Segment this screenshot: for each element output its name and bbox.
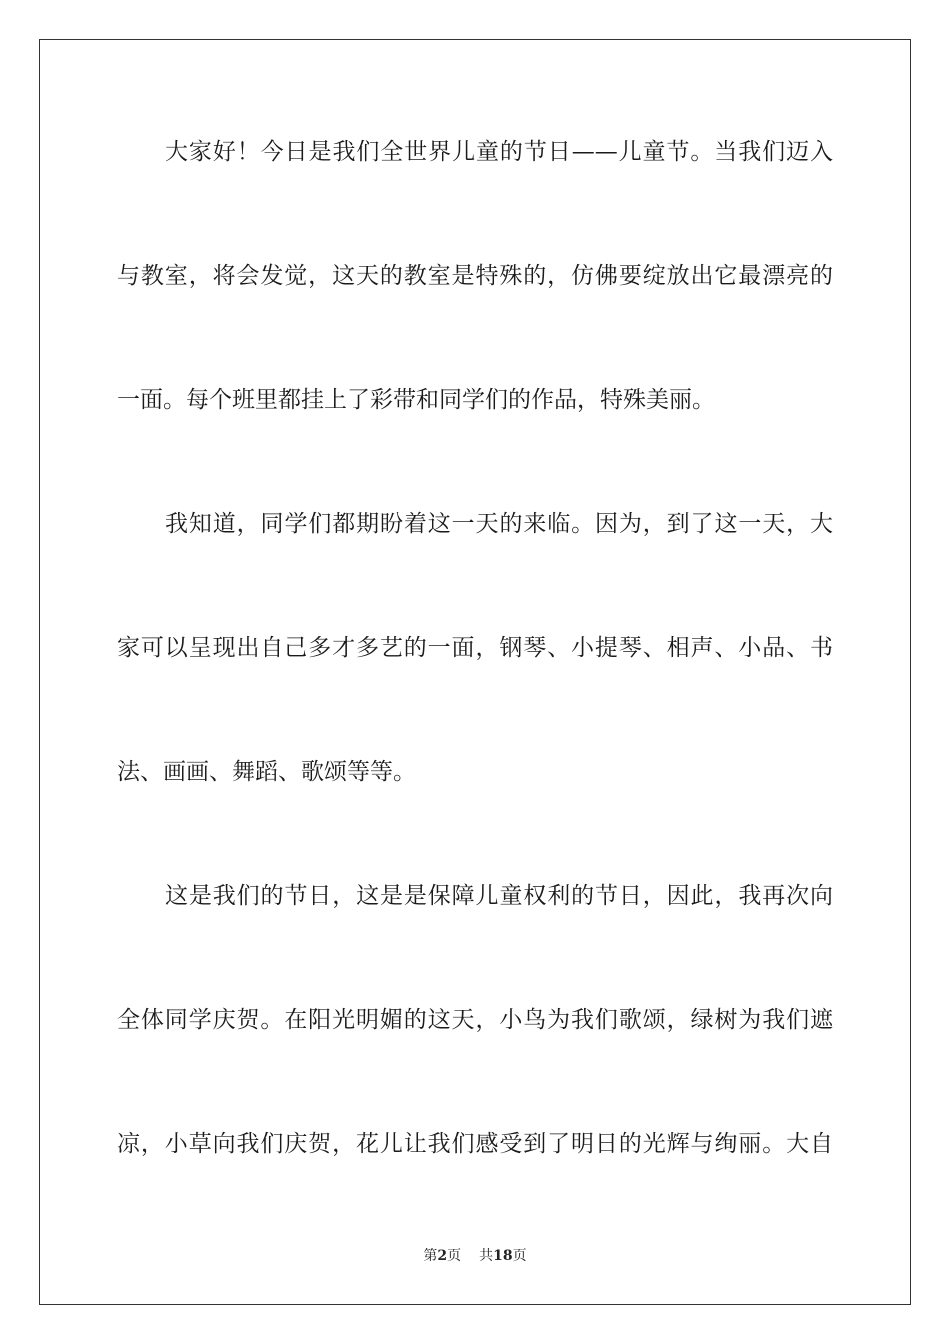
total-prefix: 共 bbox=[479, 1248, 494, 1264]
paragraph-2-line-3: 法、画画、舞蹈、歌颂等等。 bbox=[117, 759, 416, 785]
paragraph-1-line-1: 大家好！今日是我们全世界儿童的节日——儿童节。当我们迈入 bbox=[165, 139, 833, 165]
page-suffix: 页 bbox=[447, 1248, 462, 1264]
page-frame bbox=[39, 39, 911, 1305]
total-pages: 18 bbox=[493, 1248, 513, 1264]
paragraph-1-line-3: 一面。每个班里都挂上了彩带和同学们的作品，特殊美丽。 bbox=[117, 387, 715, 413]
page-number: 2 bbox=[437, 1248, 448, 1264]
paragraph-3-line-1: 这是我们的节日，这是是保障儿童权利的节日，因此，我再次向 bbox=[165, 883, 833, 909]
paragraph-3-line-2: 全体同学庆贺。在阳光明媚的这天，小鸟为我们歌颂，绿树为我们遮 bbox=[117, 1007, 833, 1033]
page-footer bbox=[0, 1247, 950, 1265]
paragraph-3-line-3: 凉，小草向我们庆贺，花儿让我们感受到了明日的光辉与绚丽。大自 bbox=[117, 1131, 833, 1157]
paragraph-1-line-2: 与教室，将会发觉，这天的教室是特殊的，仿佛要绽放出它最漂亮的 bbox=[117, 263, 833, 289]
paragraph-2-line-1: 我知道，同学们都期盼着这一天的来临。因为，到了这一天，大 bbox=[165, 511, 833, 537]
paragraph-2-line-2: 家可以呈现出自己多才多艺的一面，钢琴、小提琴、相声、小品、书 bbox=[117, 635, 833, 661]
page-prefix: 第 bbox=[423, 1248, 438, 1264]
total-suffix: 页 bbox=[512, 1248, 527, 1264]
